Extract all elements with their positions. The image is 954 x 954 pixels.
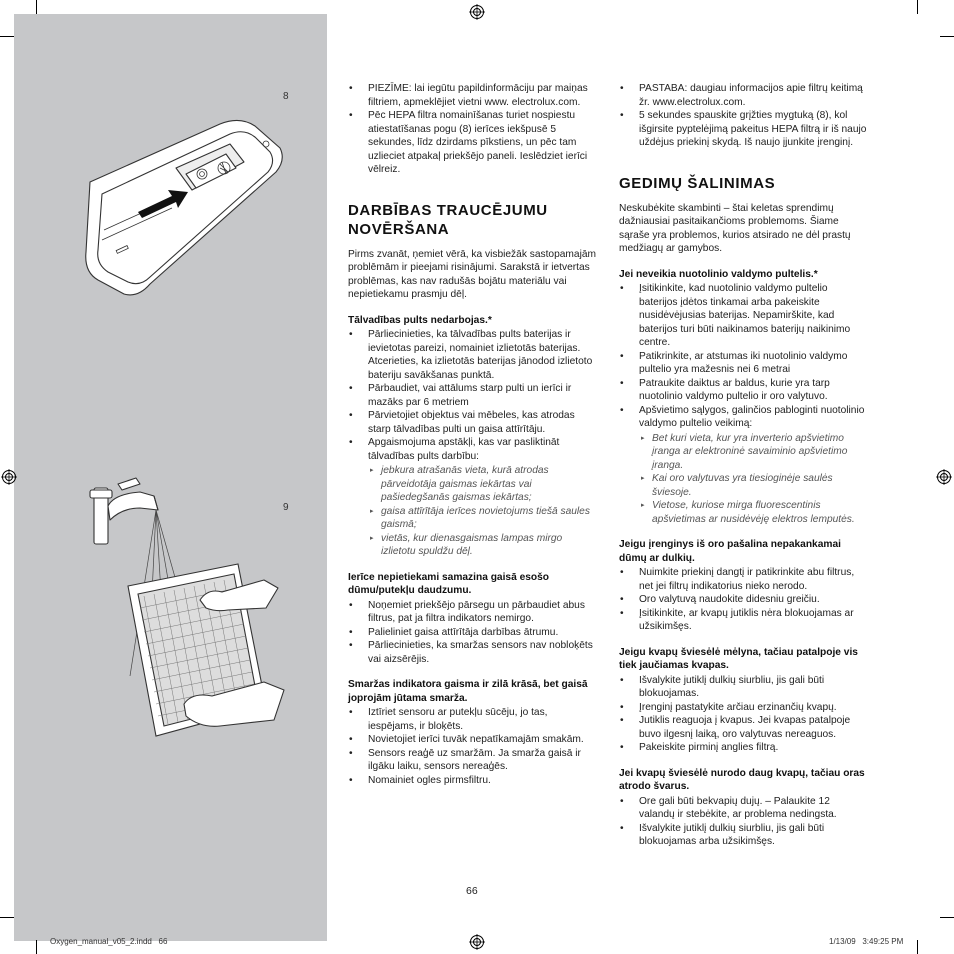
registration-mark-icon — [936, 469, 952, 485]
crop-mark — [36, 0, 37, 14]
list-item: • Pēc HEPA filtra nomainīšanas turiet nospiestu atiestatīšanas pogu (8) ierīces iekšpusē 5 sekundes, līdz dzirdams pīkstiens, un pēc tam uzlieciet atpakaļ priekšējo paneli. Ieslēdziet ierīci vēlreiz. — [348, 109, 598, 177]
purifier-filter-illustration — [80, 112, 295, 307]
list-item: • Išvalykite jutiklį dulkių siurbliu, jis gali būti blokuojamas. — [619, 674, 867, 701]
list-item: • Ore gali būti bekvapių dujų. – Palaukite 12 valandų ir stebėkite, ar problema nedingsta. — [619, 795, 867, 822]
list-item: • Palieliniet gaisa attīrītāja darbības ātrumu. — [348, 626, 598, 640]
lt-section-bullet-list — [619, 566, 867, 634]
list-item: • Išvalykite jutiklį dulkių siurbliu, jis gali būti blokuojamas arba užsikimšęs. — [619, 822, 867, 849]
list-item: • Įsitikinkite, kad nuotolinio valdymo pultelio baterijos įdėtos tinkamai arba pakeiskite nusidėvėjusias baterijas. Nepamirškite, kad baterijos turi būti naikinamos baterijų naikinimo centre. — [619, 282, 867, 350]
sub-list-item: ▸ jebkura atrašanās vieta, kurā atrodas pārveidotāja gaismas iekārtas vai pašiedegšanās gaismas iekārtas; — [368, 464, 598, 505]
sub-list-item: ▸ Kai oro valytuvas yra tiesioginėje saulės šviesoje. — [639, 472, 867, 499]
lt-section-bullet-list — [619, 282, 867, 526]
sub-list-item: ▸ gaisa attīrītāja ierīces novietojums tiešā saules gaismā; — [368, 505, 598, 532]
list-item: • Nuimkite priekinį dangtį ir patikrinkite abu filtrus, net jei filtrų indikatorius nieko nerodo. — [619, 566, 867, 593]
list-item: • Jutiklis reaguoja į kvapus. Jei kvapas patalpoje buvo ilgesnį laiką, oro valytuvas nereaguos. — [619, 714, 867, 741]
lt-section-title: Jeigu įrenginys iš oro pašalina nepakankamai dūmų ar dulkių. — [619, 539, 841, 564]
list-item: • Įsitikinkite, ar kvapų jutiklis nėra blokuojamas ar užsikimšęs. — [619, 607, 867, 634]
lt-troubleshooting-heading: GEDIMŲ ŠALINIMAS — [619, 174, 776, 192]
list-item — [348, 436, 598, 559]
lv-section-bullet-list — [348, 599, 598, 667]
lt-section-title: Jeigu kvapų šviesėlė mėlyna, tačiau patalpoje vis tiek jaučiamas kvapas. — [619, 646, 858, 671]
lt-section-bullet-list — [619, 674, 867, 755]
lt-top-bullet-list — [619, 82, 867, 150]
lv-section-title: Tālvadības pults nedarbojas.* — [348, 314, 492, 326]
lt-section-title: Jei kvapų šviesėlė nurodo daug kvapų, tačiau oras atrodo švarus. — [619, 767, 865, 792]
crop-mark — [0, 917, 14, 918]
registration-mark-icon — [1, 469, 17, 485]
list-item: • 5 sekundes spauskite grįžties mygtuką (8), kol išgirsite pyptelėjimą pakeitus HEPA filtrą ir iš naujo uždėjus priekinį skydą. Iš naujo įjunkite įrenginį. — [619, 109, 867, 150]
list-item: • Patikrinkite, ar atstumas iki nuotolinio valdymo pultelio yra mažesnis nei 6 metrai — [619, 350, 867, 377]
lv-section-bullet-list — [348, 328, 598, 559]
lt-sub-list — [639, 432, 867, 527]
figure-8-label: 8 — [283, 91, 289, 102]
crop-mark — [36, 940, 37, 954]
filter-washing-illustration — [88, 476, 288, 766]
list-item: • Noņemiet priekšējo pārsegu un pārbaudiet abus filtrus, pat ja filtra indikators nemirgo. — [348, 599, 598, 626]
lv-section-bullet-list — [348, 706, 598, 787]
list-item: • Pārliecinieties, ka tālvadības pults baterijas ir ievietotas pareizi, nomainiet izlietotās baterijas. Atcerieties, ka izlietotās baterijas jānodod izlietoto bateriju savākšanas punktā. — [348, 328, 598, 382]
registration-mark-icon — [469, 4, 485, 20]
lv-column — [348, 82, 598, 787]
sub-list-item: ▸ Vietose, kuriose mirga fluorescentinis apšvietimas ar nusidėvėję elektros lemputės. — [639, 499, 867, 526]
lt-intro-paragraph: Neskubėkite skambinti – štai keletas sprendimų dažniausiai pasitaikančioms problemoms. Šiame sąraše yra problemos, kurios atsirado ne dėl prastų medžiagų ar gamybos. — [619, 202, 851, 254]
lv-section-title: Smaržas indikatora gaisma ir zilā krāsā, bet gaisā joprojām jūtama smarža. — [348, 679, 588, 704]
crop-mark — [940, 917, 954, 918]
sub-list-item: ▸ vietās, kur dienasgaismas lampas mirgo izlietotu spuldžu dēļ. — [368, 532, 598, 559]
list-item-text: Apšvietimo sąlygos, galinčios pabloginti nuotolinio valdymo pultelio veikimą: — [639, 404, 865, 429]
list-item: • Novietojiet ierīci tuvāk nepatīkamajām smakām. — [348, 733, 598, 747]
list-item: • PIEZĪME: lai iegūtu papildinformāciju par maiņas filtriem, apmeklējiet vietni www. electrolux.com. — [348, 82, 598, 109]
lt-column — [619, 82, 867, 849]
lv-sub-list — [368, 464, 598, 559]
footer-filename: Oxygen_manual_v05_2.indd 66 — [50, 937, 168, 946]
page-number: 66 — [466, 885, 478, 897]
crop-mark — [940, 36, 954, 37]
crop-mark — [917, 0, 918, 14]
list-item: • Pārbaudiet, vai attālums starp pulti un ierīci ir mazāks par 6 metriem — [348, 382, 598, 409]
list-item: • Pārliecinieties, ka smaržas sensors nav nobloķēts vai aizsērējis. — [348, 639, 598, 666]
lt-section-bullet-list — [619, 795, 867, 849]
sub-list-item: ▸ Bet kuri vieta, kur yra inverterio apšvietimo įranga ar elektroninė savaiminio apšvietimo įranga. — [639, 432, 867, 473]
list-item: • Įrenginį pastatykite arčiau erzinančių kvapų. — [619, 701, 867, 715]
lv-intro-paragraph: Pirms zvanāt, ņemiet vērā, ka visbiežāk sastopamajām problēmām ir pieejami risinājumi. Sarakstā ir ietvertas problēmas, kas nav radušās bojātu materiālu vai nepietiekamu prasmju dēļ. — [348, 248, 596, 300]
list-item — [619, 404, 867, 527]
list-item: • Pakeiskite pirminį anglies filtrą. — [619, 741, 867, 755]
lv-top-bullet-list — [348, 82, 598, 177]
list-item: • PASTABA: daugiau informacijos apie filtrų keitimą žr. www.electrolux.com. — [619, 82, 867, 109]
registration-mark-icon — [469, 934, 485, 950]
lv-section-title: Ierīce nepietiekami samazina gaisā esošo dūmu/putekļu daudzumu. — [348, 571, 550, 596]
lv-troubleshooting-heading: DARBĪBAS TRAUCĒJUMU NOVĒRŠANA — [348, 201, 548, 238]
list-item: • Sensors reaģē uz smaržām. Ja smarža gaisā ir ilgāku laiku, sensors nereaģēs. — [348, 747, 598, 774]
list-item: • Oro valytuvą naudokite didesniu greičiu. — [619, 593, 867, 607]
list-item: • Patraukite daiktus ar baldus, kurie yra tarp nuotolinio valdymo pultelio ir oro valytuvo. — [619, 377, 867, 404]
crop-mark — [917, 940, 918, 954]
list-item-text: Apgaismojuma apstākļi, kas var pasliktināt tālvadības pults darbību: — [368, 437, 560, 462]
crop-mark — [0, 36, 14, 37]
list-item: • Iztīriet sensoru ar putekļu sūcēju, jo tas, iespējams, ir bloķēts. — [348, 706, 598, 733]
list-item: • Pārvietojiet objektus vai mēbeles, kas atrodas starp tālvadības pulti un gaisa attīrītāju. — [348, 409, 598, 436]
footer-timestamp: 1/13/09 3:49:25 PM — [829, 937, 904, 946]
lt-section-title: Jei neveikia nuotolinio valdymo pultelis.* — [619, 268, 818, 280]
list-item: • Nomainiet ogles pirmsfiltru. — [348, 774, 598, 788]
figure-9-label: 9 — [283, 502, 289, 513]
